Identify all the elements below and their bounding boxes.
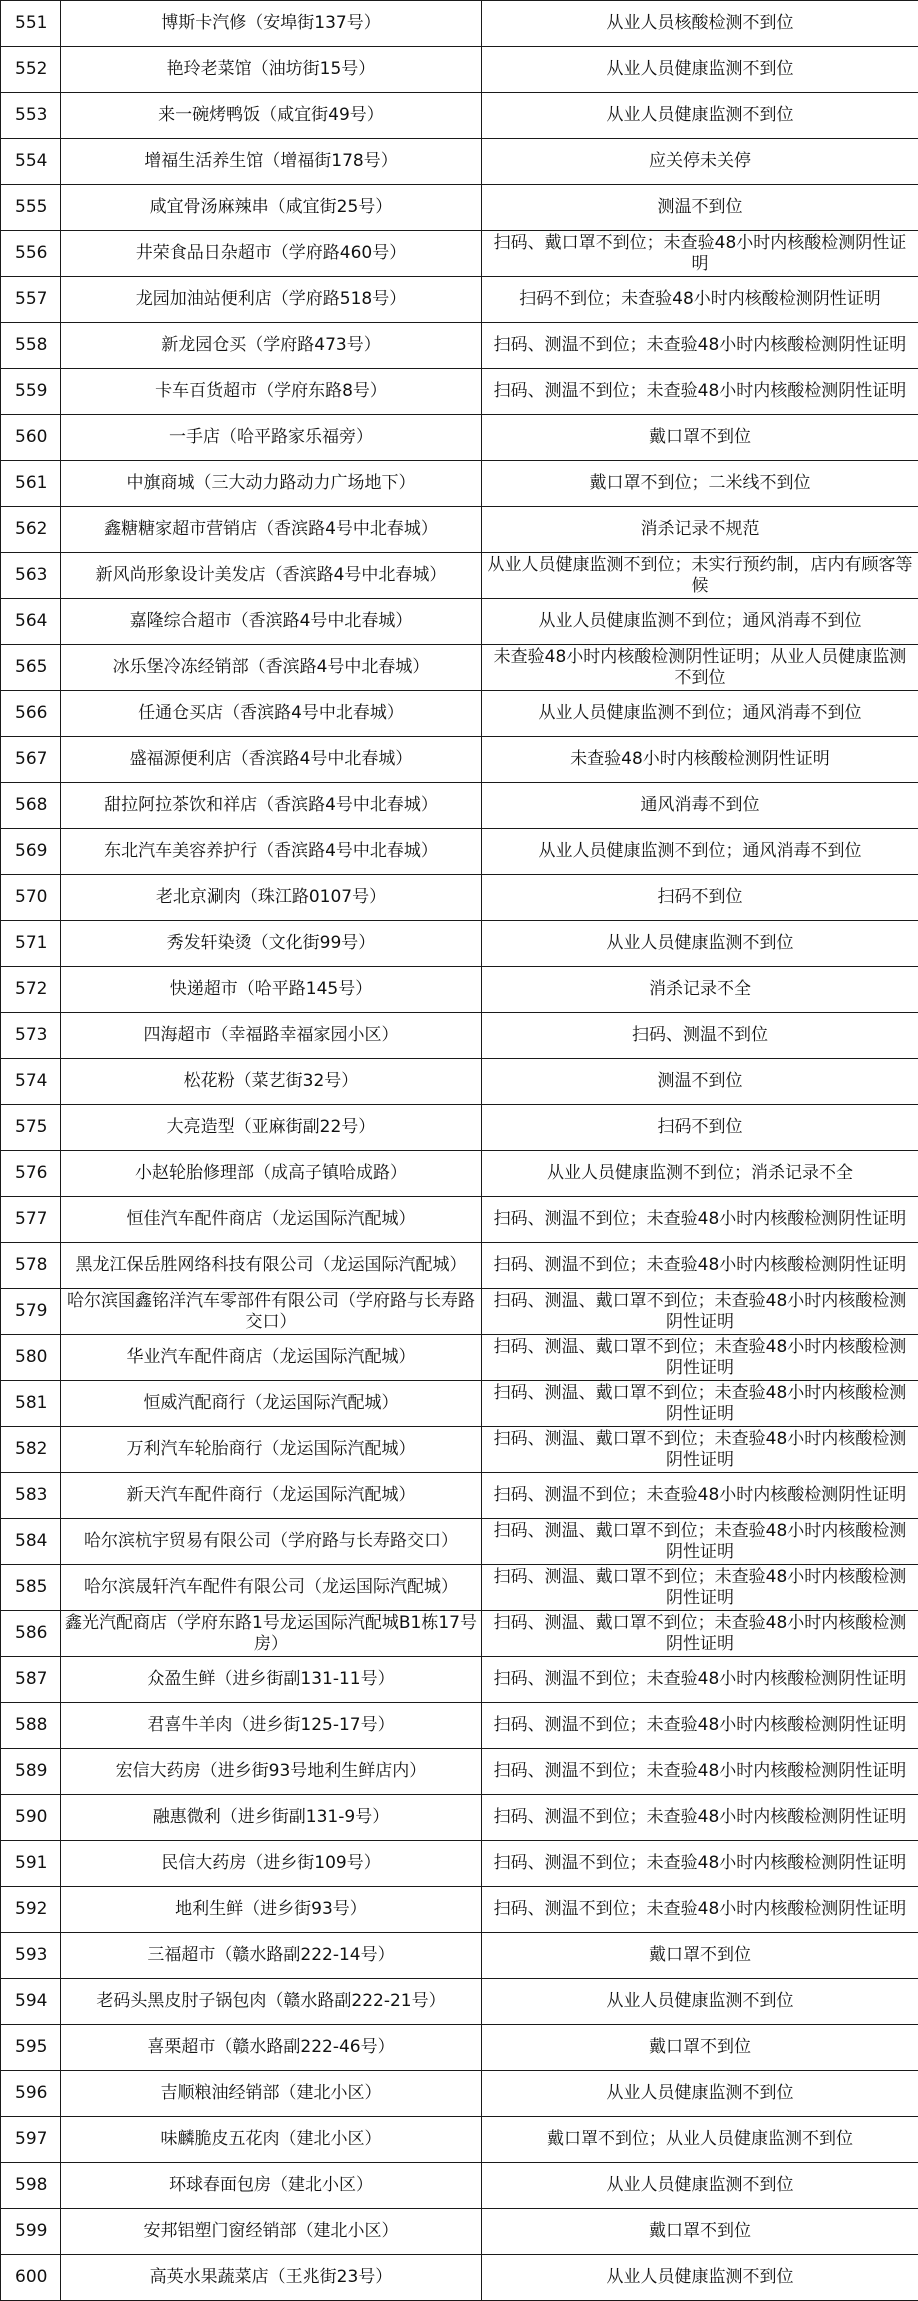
table-row (1, 323, 918, 369)
row-number-cell: 563 (1, 553, 61, 599)
shop-name-cell: 甜拉阿拉茶饮和祥店（香滨路4号中北春城） (61, 783, 482, 829)
table-row (1, 1657, 918, 1703)
row-number-cell: 597 (1, 2117, 61, 2163)
shop-name-cell: 龙园加油站便利店（学府路518号） (61, 277, 482, 323)
issue-cell: 扫码不到位；未查验48小时内核酸检测阴性证明 (482, 277, 918, 323)
issue-cell: 消杀记录不全 (482, 967, 918, 1013)
issue-cell: 扫码、测温不到位；未查验48小时内核酸检测阴性证明 (482, 1243, 918, 1289)
row-number-cell: 598 (1, 2163, 61, 2209)
table-row (1, 921, 918, 967)
table-row (1, 1335, 918, 1381)
shop-name-cell: 宏信大药房（进乡街93号地利生鲜店内） (61, 1749, 482, 1795)
row-number-cell: 590 (1, 1795, 61, 1841)
table-row (1, 369, 918, 415)
row-number-cell: 582 (1, 1427, 61, 1473)
issue-cell: 戴口罩不到位 (482, 2209, 918, 2255)
shop-name-cell: 快递超市（哈平路145号） (61, 967, 482, 1013)
table-row (1, 1013, 918, 1059)
shop-name-cell: 一手店（哈平路家乐福旁） (61, 415, 482, 461)
shop-name-cell: 来一碗烤鸭饭（咸宜街49号） (61, 93, 482, 139)
table-row (1, 507, 918, 553)
row-number-cell: 561 (1, 461, 61, 507)
issue-cell: 扫码、测温不到位；未查验48小时内核酸检测阴性证明 (482, 1197, 918, 1243)
row-number-cell: 553 (1, 93, 61, 139)
row-number-cell: 580 (1, 1335, 61, 1381)
shop-name-cell: 卡车百货超市（学府东路8号） (61, 369, 482, 415)
issue-cell: 扫码、测温不到位；未查验48小时内核酸检测阴性证明 (482, 1841, 918, 1887)
table-row (1, 2025, 918, 2071)
shop-name-cell: 博斯卡汽修（安埠街137号） (61, 1, 482, 47)
shop-name-cell: 东北汽车美容养护行（香滨路4号中北春城） (61, 829, 482, 875)
table-row (1, 967, 918, 1013)
shop-name-cell: 任通仓买店（香滨路4号中北春城） (61, 691, 482, 737)
table-row (1, 231, 918, 277)
row-number-cell: 555 (1, 185, 61, 231)
shop-name-cell: 君喜牛羊肉（进乡街125-17号） (61, 1703, 482, 1749)
table-row (1, 829, 918, 875)
row-number-cell: 558 (1, 323, 61, 369)
shop-name-cell: 融惠微利（进乡街副131-9号） (61, 1795, 482, 1841)
issue-cell: 扫码、测温不到位；未查验48小时内核酸检测阴性证明 (482, 369, 918, 415)
inspection-table-body (1, 1, 918, 2301)
row-number-cell: 557 (1, 277, 61, 323)
table-row (1, 1059, 918, 1105)
table-row (1, 1197, 918, 1243)
shop-name-cell: 鑫糖糖家超市营销店（香滨路4号中北春城） (61, 507, 482, 553)
shop-name-cell: 华业汽车配件商店（龙运国际汽配城） (61, 1335, 482, 1381)
table-row (1, 1933, 918, 1979)
row-number-cell: 599 (1, 2209, 61, 2255)
table-row (1, 553, 918, 599)
shop-name-cell: 地利生鲜（进乡街93号） (61, 1887, 482, 1933)
row-number-cell: 592 (1, 1887, 61, 1933)
table-row (1, 737, 918, 783)
shop-name-cell: 味麟脆皮五花肉（建北小区） (61, 2117, 482, 2163)
shop-name-cell: 新龙园仓买（学府路473号） (61, 323, 482, 369)
row-number-cell: 566 (1, 691, 61, 737)
issue-cell: 从业人员健康监测不到位 (482, 93, 918, 139)
issue-cell: 未查验48小时内核酸检测阴性证明；从业人员健康监测不到位 (482, 645, 918, 691)
table-row (1, 599, 918, 645)
table-row (1, 1473, 918, 1519)
issue-cell: 扫码、测温、戴口罩不到位；未查验48小时内核酸检测阴性证明 (482, 1565, 918, 1611)
row-number-cell: 577 (1, 1197, 61, 1243)
table-row (1, 2071, 918, 2117)
row-number-cell: 581 (1, 1381, 61, 1427)
issue-cell: 从业人员健康监测不到位 (482, 2071, 918, 2117)
table-row (1, 1979, 918, 2025)
shop-name-cell: 艳玲老菜馆（油坊街15号） (61, 47, 482, 93)
issue-cell: 扫码、测温不到位；未查验48小时内核酸检测阴性证明 (482, 1703, 918, 1749)
shop-name-cell: 咸宜骨汤麻辣串（咸宜街25号） (61, 185, 482, 231)
row-number-cell: 600 (1, 2255, 61, 2301)
shop-name-cell: 新风尚形象设计美发店（香滨路4号中北春城） (61, 553, 482, 599)
table-row (1, 1243, 918, 1289)
row-number-cell: 587 (1, 1657, 61, 1703)
issue-cell: 扫码不到位 (482, 1105, 918, 1151)
shop-name-cell: 秀发轩染烫（文化街99号） (61, 921, 482, 967)
issue-cell: 扫码、戴口罩不到位；未查验48小时内核酸检测阴性证明 (482, 231, 918, 277)
table-row (1, 185, 918, 231)
issue-cell: 从业人员核酸检测不到位 (482, 1, 918, 47)
table-row (1, 2117, 918, 2163)
table-row (1, 875, 918, 921)
row-number-cell: 594 (1, 1979, 61, 2025)
issue-cell: 从业人员健康监测不到位 (482, 2255, 918, 2301)
issue-cell: 从业人员健康监测不到位；通风消毒不到位 (482, 599, 918, 645)
table-row (1, 93, 918, 139)
shop-name-cell: 中旗商城（三大动力路动力广场地下） (61, 461, 482, 507)
issue-cell: 从业人员健康监测不到位 (482, 1979, 918, 2025)
shop-name-cell: 恒威汽配商行（龙运国际汽配城） (61, 1381, 482, 1427)
table-row (1, 1749, 918, 1795)
shop-name-cell: 安邦铝塑门窗经销部（建北小区） (61, 2209, 482, 2255)
table-row (1, 1795, 918, 1841)
issue-cell: 从业人员健康监测不到位；通风消毒不到位 (482, 691, 918, 737)
row-number-cell: 593 (1, 1933, 61, 1979)
issue-cell: 扫码、测温、戴口罩不到位；未查验48小时内核酸检测阴性证明 (482, 1381, 918, 1427)
issue-cell: 扫码不到位 (482, 875, 918, 921)
issue-cell: 扫码、测温不到位；未查验48小时内核酸检测阴性证明 (482, 1887, 918, 1933)
table-row (1, 1151, 918, 1197)
shop-name-cell: 老北京涮肉（珠江路0107号） (61, 875, 482, 921)
issue-cell: 扫码、测温不到位；未查验48小时内核酸检测阴性证明 (482, 1795, 918, 1841)
issue-cell: 戴口罩不到位；二米线不到位 (482, 461, 918, 507)
issue-cell: 测温不到位 (482, 1059, 918, 1105)
row-number-cell: 576 (1, 1151, 61, 1197)
table-row (1, 1565, 918, 1611)
table-row (1, 1105, 918, 1151)
issue-cell: 扫码、测温、戴口罩不到位；未查验48小时内核酸检测阴性证明 (482, 1611, 918, 1657)
shop-name-cell: 哈尔滨国鑫铭洋汽车零部件有限公司（学府路与长寿路交口） (61, 1289, 482, 1335)
table-row (1, 415, 918, 461)
row-number-cell: 551 (1, 1, 61, 47)
issue-cell: 扫码、测温、戴口罩不到位；未查验48小时内核酸检测阴性证明 (482, 1335, 918, 1381)
table-row (1, 461, 918, 507)
row-number-cell: 595 (1, 2025, 61, 2071)
row-number-cell: 565 (1, 645, 61, 691)
row-number-cell: 559 (1, 369, 61, 415)
row-number-cell: 556 (1, 231, 61, 277)
row-number-cell: 596 (1, 2071, 61, 2117)
shop-name-cell: 喜栗超市（赣水路副222-46号） (61, 2025, 482, 2071)
table-row (1, 2163, 918, 2209)
row-number-cell: 591 (1, 1841, 61, 1887)
row-number-cell: 560 (1, 415, 61, 461)
row-number-cell: 571 (1, 921, 61, 967)
row-number-cell: 585 (1, 1565, 61, 1611)
shop-name-cell: 众盈生鲜（进乡街副131-11号） (61, 1657, 482, 1703)
row-number-cell: 574 (1, 1059, 61, 1105)
issue-cell: 从业人员健康监测不到位 (482, 921, 918, 967)
shop-name-cell: 四海超市（幸福路幸福家园小区） (61, 1013, 482, 1059)
row-number-cell: 554 (1, 139, 61, 185)
shop-name-cell: 井荣食品日杂超市（学府路460号） (61, 231, 482, 277)
issue-cell: 扫码、测温、戴口罩不到位；未查验48小时内核酸检测阴性证明 (482, 1289, 918, 1335)
shop-name-cell: 嘉隆综合超市（香滨路4号中北春城） (61, 599, 482, 645)
row-number-cell: 584 (1, 1519, 61, 1565)
issue-cell: 扫码、测温不到位；未查验48小时内核酸检测阴性证明 (482, 1749, 918, 1795)
table-row (1, 645, 918, 691)
issue-cell: 从业人员健康监测不到位 (482, 47, 918, 93)
table-row (1, 783, 918, 829)
issue-cell: 未查验48小时内核酸检测阴性证明 (482, 737, 918, 783)
shop-name-cell: 大亮造型（亚麻街副22号） (61, 1105, 482, 1151)
table-row (1, 139, 918, 185)
issue-cell: 扫码、测温、戴口罩不到位；未查验48小时内核酸检测阴性证明 (482, 1519, 918, 1565)
row-number-cell: 570 (1, 875, 61, 921)
issue-cell: 戴口罩不到位 (482, 1933, 918, 1979)
shop-name-cell: 老码头黑皮肘子锅包肉（赣水路副222-21号） (61, 1979, 482, 2025)
row-number-cell: 573 (1, 1013, 61, 1059)
shop-name-cell: 小赵轮胎修理部（成高子镇哈成路） (61, 1151, 482, 1197)
shop-name-cell: 松花粉（菜艺街32号） (61, 1059, 482, 1105)
table-row (1, 1841, 918, 1887)
row-number-cell: 567 (1, 737, 61, 783)
row-number-cell: 588 (1, 1703, 61, 1749)
table-row (1, 1289, 918, 1335)
table-row (1, 277, 918, 323)
row-number-cell: 583 (1, 1473, 61, 1519)
row-number-cell: 568 (1, 783, 61, 829)
shop-name-cell: 增福生活养生馆（增福街178号） (61, 139, 482, 185)
issue-cell: 从业人员健康监测不到位；消杀记录不全 (482, 1151, 918, 1197)
issue-cell: 戴口罩不到位 (482, 415, 918, 461)
row-number-cell: 578 (1, 1243, 61, 1289)
issue-cell: 应关停未关停 (482, 139, 918, 185)
issue-cell: 扫码、测温、戴口罩不到位；未查验48小时内核酸检测阴性证明 (482, 1427, 918, 1473)
issue-cell: 从业人员健康监测不到位；通风消毒不到位 (482, 829, 918, 875)
shop-name-cell: 环球春面包房（建北小区） (61, 2163, 482, 2209)
row-number-cell: 562 (1, 507, 61, 553)
row-number-cell: 589 (1, 1749, 61, 1795)
issue-cell: 戴口罩不到位 (482, 2025, 918, 2071)
shop-name-cell: 高英水果蔬菜店（王兆街23号） (61, 2255, 482, 2301)
issue-cell: 从业人员健康监测不到位；未实行预约制，店内有顾客等候 (482, 553, 918, 599)
shop-name-cell: 鑫光汽配商店（学府东路1号龙运国际汽配城B1栋17号房） (61, 1611, 482, 1657)
shop-name-cell: 哈尔滨晟轩汽车配件有限公司（龙运国际汽配城） (61, 1565, 482, 1611)
shop-name-cell: 三福超市（赣水路副222-14号） (61, 1933, 482, 1979)
issue-cell: 消杀记录不规范 (482, 507, 918, 553)
issue-cell: 扫码、测温不到位；未查验48小时内核酸检测阴性证明 (482, 1473, 918, 1519)
issue-cell: 扫码、测温不到位；未查验48小时内核酸检测阴性证明 (482, 1657, 918, 1703)
shop-name-cell: 冰乐堡冷冻经销部（香滨路4号中北春城） (61, 645, 482, 691)
shop-name-cell: 哈尔滨杭宇贸易有限公司（学府路与长寿路交口） (61, 1519, 482, 1565)
shop-name-cell: 民信大药房（进乡街109号） (61, 1841, 482, 1887)
table-row (1, 2209, 918, 2255)
shop-name-cell: 新天汽车配件商行（龙运国际汽配城） (61, 1473, 482, 1519)
row-number-cell: 575 (1, 1105, 61, 1151)
table-row (1, 1611, 918, 1657)
row-number-cell: 586 (1, 1611, 61, 1657)
issue-cell: 从业人员健康监测不到位 (482, 2163, 918, 2209)
table-row (1, 47, 918, 93)
table-row (1, 1703, 918, 1749)
row-number-cell: 579 (1, 1289, 61, 1335)
table-row (1, 1887, 918, 1933)
table-row (1, 2255, 918, 2301)
table-row (1, 1427, 918, 1473)
shop-name-cell: 恒佳汽车配件商店（龙运国际汽配城） (61, 1197, 482, 1243)
issue-cell: 测温不到位 (482, 185, 918, 231)
shop-name-cell: 万利汽车轮胎商行（龙运国际汽配城） (61, 1427, 482, 1473)
issue-cell: 戴口罩不到位；从业人员健康监测不到位 (482, 2117, 918, 2163)
table-row (1, 1, 918, 47)
shop-name-cell: 黑龙江保岳胜网络科技有限公司（龙运国际汽配城） (61, 1243, 482, 1289)
table-row (1, 1381, 918, 1427)
row-number-cell: 569 (1, 829, 61, 875)
row-number-cell: 552 (1, 47, 61, 93)
table-row (1, 691, 918, 737)
row-number-cell: 564 (1, 599, 61, 645)
issue-cell: 扫码、测温不到位；未查验48小时内核酸检测阴性证明 (482, 323, 918, 369)
shop-name-cell: 盛福源便利店（香滨路4号中北春城） (61, 737, 482, 783)
table-row (1, 1519, 918, 1565)
issue-cell: 扫码、测温不到位 (482, 1013, 918, 1059)
issue-cell: 通风消毒不到位 (482, 783, 918, 829)
shop-name-cell: 吉顺粮油经销部（建北小区） (61, 2071, 482, 2117)
row-number-cell: 572 (1, 967, 61, 1013)
